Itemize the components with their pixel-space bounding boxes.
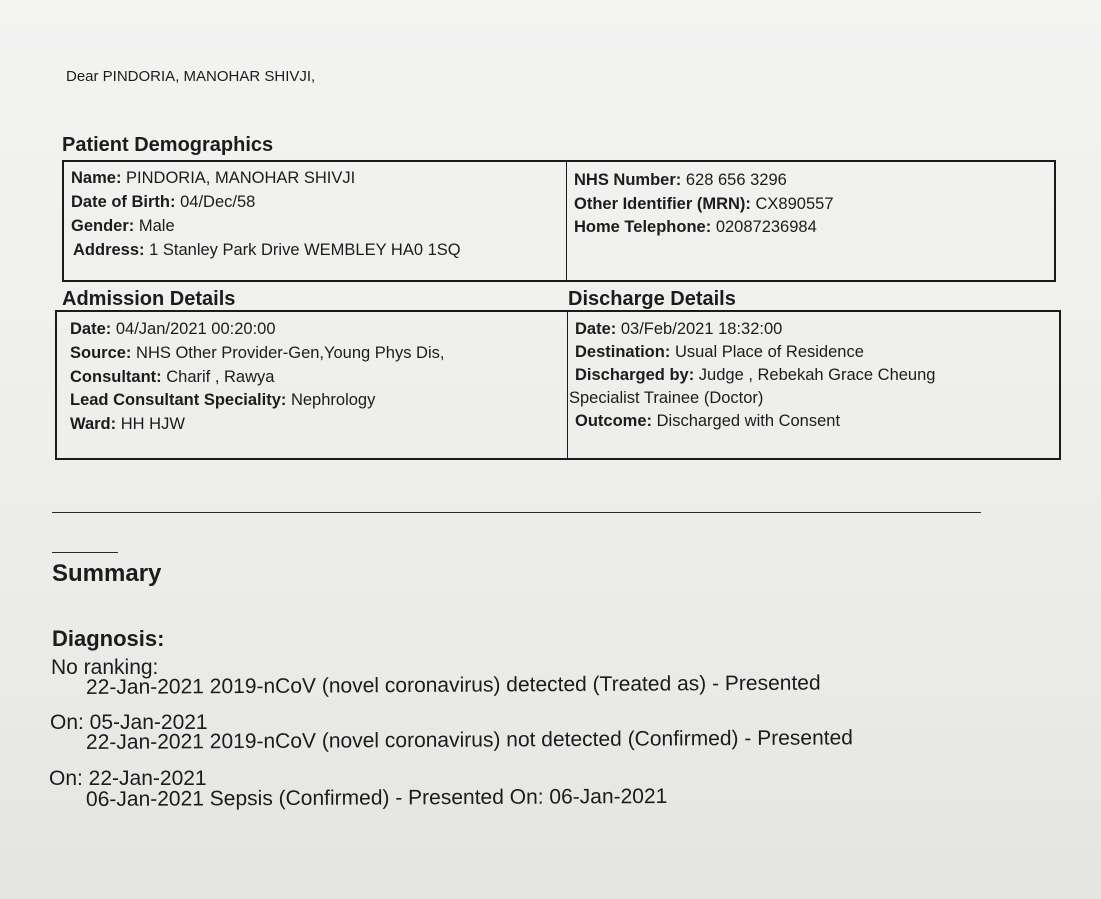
source-value: NHS Other Provider-Gen,Young Phys Dis, xyxy=(136,344,445,362)
summary-title: Summary xyxy=(52,560,162,587)
diagnosis-line: 22-Jan-2021 2019-nCoV (novel coronavirus) detected (Treated as) - Presented xyxy=(85,671,821,699)
mrn-label: Other Identifier (MRN): xyxy=(574,195,751,213)
consultant-value: Charif , Rawya xyxy=(166,368,275,386)
dob-value: 04/Dec/58 xyxy=(180,193,256,211)
discharge-date-field xyxy=(575,321,782,338)
name-label: Name: xyxy=(71,169,122,187)
discharge-title: Discharge Details xyxy=(568,288,736,310)
gender-value: Male xyxy=(138,217,175,235)
discharged-by-role: Specialist Trainee (Doctor) xyxy=(569,389,764,407)
discharged-by-value: Judge , Rebekah Grace Cheung xyxy=(698,366,936,384)
dob-field xyxy=(71,194,255,211)
address-value: 1 Stanley Park Drive WEMBLEY HA0 1SQ xyxy=(149,241,461,259)
diagnosis-line: On: 22-Jan-2021 xyxy=(49,767,207,790)
outcome-field xyxy=(575,413,840,430)
name-field xyxy=(71,170,355,187)
destination-label: Destination: xyxy=(575,343,671,361)
admission-date-value: 04/Jan/2021 00:20:00 xyxy=(115,320,276,338)
name-value: PINDORIA, MANOHAR SHIVJI xyxy=(126,169,356,187)
ward-value: HH HJW xyxy=(120,415,185,433)
ward-field xyxy=(70,416,185,433)
address-label: Address: xyxy=(73,241,145,259)
outcome-value: Discharged with Consent xyxy=(656,412,841,430)
nhs-number-field xyxy=(574,172,787,189)
admission-date-field xyxy=(70,321,276,338)
outcome-label: Outcome: xyxy=(575,412,653,430)
diagnosis-line: On: 05-Jan-2021 xyxy=(50,711,208,734)
mrn-field xyxy=(574,196,834,213)
diagnosis-line: 06-Jan-2021 Sepsis (Confirmed) - Presented On: 06-Jan-2021 xyxy=(85,784,668,811)
phone-value: 02087236984 xyxy=(715,218,817,236)
admission-discharge-box xyxy=(55,310,1061,460)
discharge-date-value: 03/Feb/2021 18:32:00 xyxy=(620,320,783,338)
ward-label: Ward: xyxy=(70,415,117,433)
source-field xyxy=(70,345,444,362)
destination-value: Usual Place of Residence xyxy=(674,343,864,361)
gender-field xyxy=(71,218,175,235)
speciality-field xyxy=(70,392,375,409)
nhs-label: NHS Number: xyxy=(574,171,682,189)
source-label: Source: xyxy=(70,344,132,362)
speciality-value: Nephrology xyxy=(290,391,376,409)
discharge-date-label: Date: xyxy=(575,320,617,338)
diagnosis-line: No ranking: xyxy=(51,656,159,679)
admission-discharge-divider xyxy=(567,312,568,458)
admission-title: Admission Details xyxy=(62,288,236,310)
section-divider-short xyxy=(52,552,118,553)
salutation: Dear PINDORIA, MANOHAR SHIVJI, xyxy=(66,68,316,85)
admission-date-label: Date: xyxy=(70,320,112,338)
speciality-label: Lead Consultant Speciality: xyxy=(70,391,287,409)
nhs-value: 628 656 3296 xyxy=(685,171,787,189)
demographics-title: Patient Demographics xyxy=(62,134,274,156)
discharged-by-label: Discharged by: xyxy=(575,366,695,384)
section-divider-long xyxy=(52,512,981,513)
dob-label: Date of Birth: xyxy=(71,193,176,211)
diagnosis-line: 22-Jan-2021 2019-nCoV (novel coronavirus) not detected (Confirmed) - Presented xyxy=(85,726,853,754)
consultant-label: Consultant: xyxy=(70,368,162,386)
address-field xyxy=(73,242,461,259)
mrn-value: CX890557 xyxy=(755,195,834,213)
discharged-by-field xyxy=(575,367,935,384)
diagnosis-title: Diagnosis: xyxy=(52,626,165,651)
demographics-divider xyxy=(566,162,567,280)
consultant-field xyxy=(70,369,274,386)
destination-field xyxy=(575,344,864,361)
gender-label: Gender: xyxy=(71,217,135,235)
phone-label: Home Telephone: xyxy=(574,218,712,236)
phone-field xyxy=(574,219,817,236)
demographics-box xyxy=(62,160,1056,282)
